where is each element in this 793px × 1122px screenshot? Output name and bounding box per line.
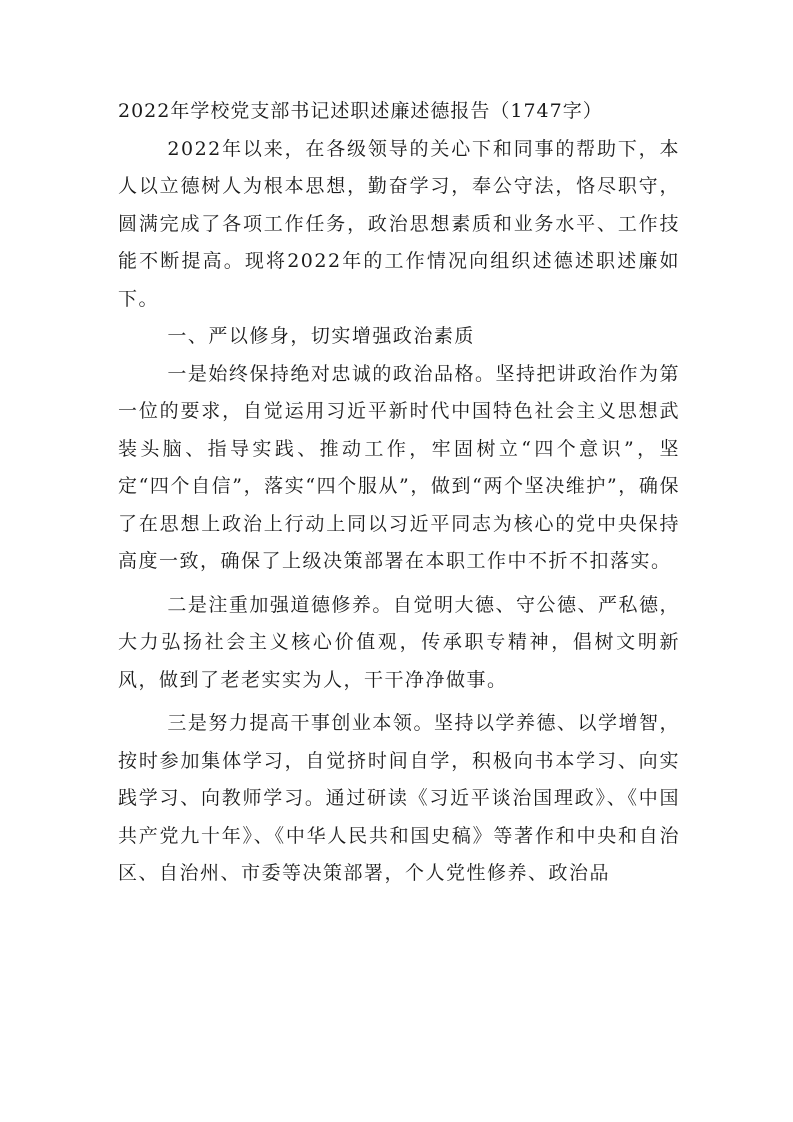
paragraph-work-ability: 三是努力提高干事创业本领。坚持以学养德、以学增智，按时参加集体学习，自觉挤时间自学，积极向书本学习、向实践学习、向教师学习。通过研读《习近平谈治国理政》、《中国共产党九十年》、《中华人民共和国史稿》等著作和中央和自治区、自治州、市委等决策部署，个人党性修养、政治品 — [118, 712, 680, 884]
paragraph-intro: 2022年以来，在各级领导的关心下和同事的帮助下，本人以立德树人为根本思想，勤奋学习，奉公守法，恪尽职守，圆满完成了各项工作任务，政治思想素质和业务水平、工作技能不断提高。现将2022年的工作情况向组织述德述职述廉如下。 — [118, 137, 680, 310]
paragraph-political-loyalty: 一是始终保持绝对忠诚的政治品格。坚持把讲政治作为第一位的要求，自觉运用习近平新时代中国特色社会主义思想武装头脑、指导实践、推动工作，牢固树立“四个意识”，坚定“四个自信”，落实“四个服从”，做到“两个坚决维护”，确保了在思想上政治上行动上同以习近平同志为核心的党中央保持高度一致，确保了上级决策部署在本职工作中不折不扣落实。 — [118, 362, 680, 572]
document-body — [118, 93, 680, 893]
paragraph-moral-cultivation: 二是注重加强道德修养。自觉明大德、守公德、严私德，大力弘扬社会主义核心价值观，传承职专精神，倡树文明新风，做到了老老实实为人，干干净净做事。 — [118, 593, 680, 691]
document-title: 2022年学校党支部书记述职述廉述德报告（1747字） — [118, 100, 603, 122]
section-heading-1: 一、严以修身，切实增强政治素质 — [167, 325, 475, 347]
